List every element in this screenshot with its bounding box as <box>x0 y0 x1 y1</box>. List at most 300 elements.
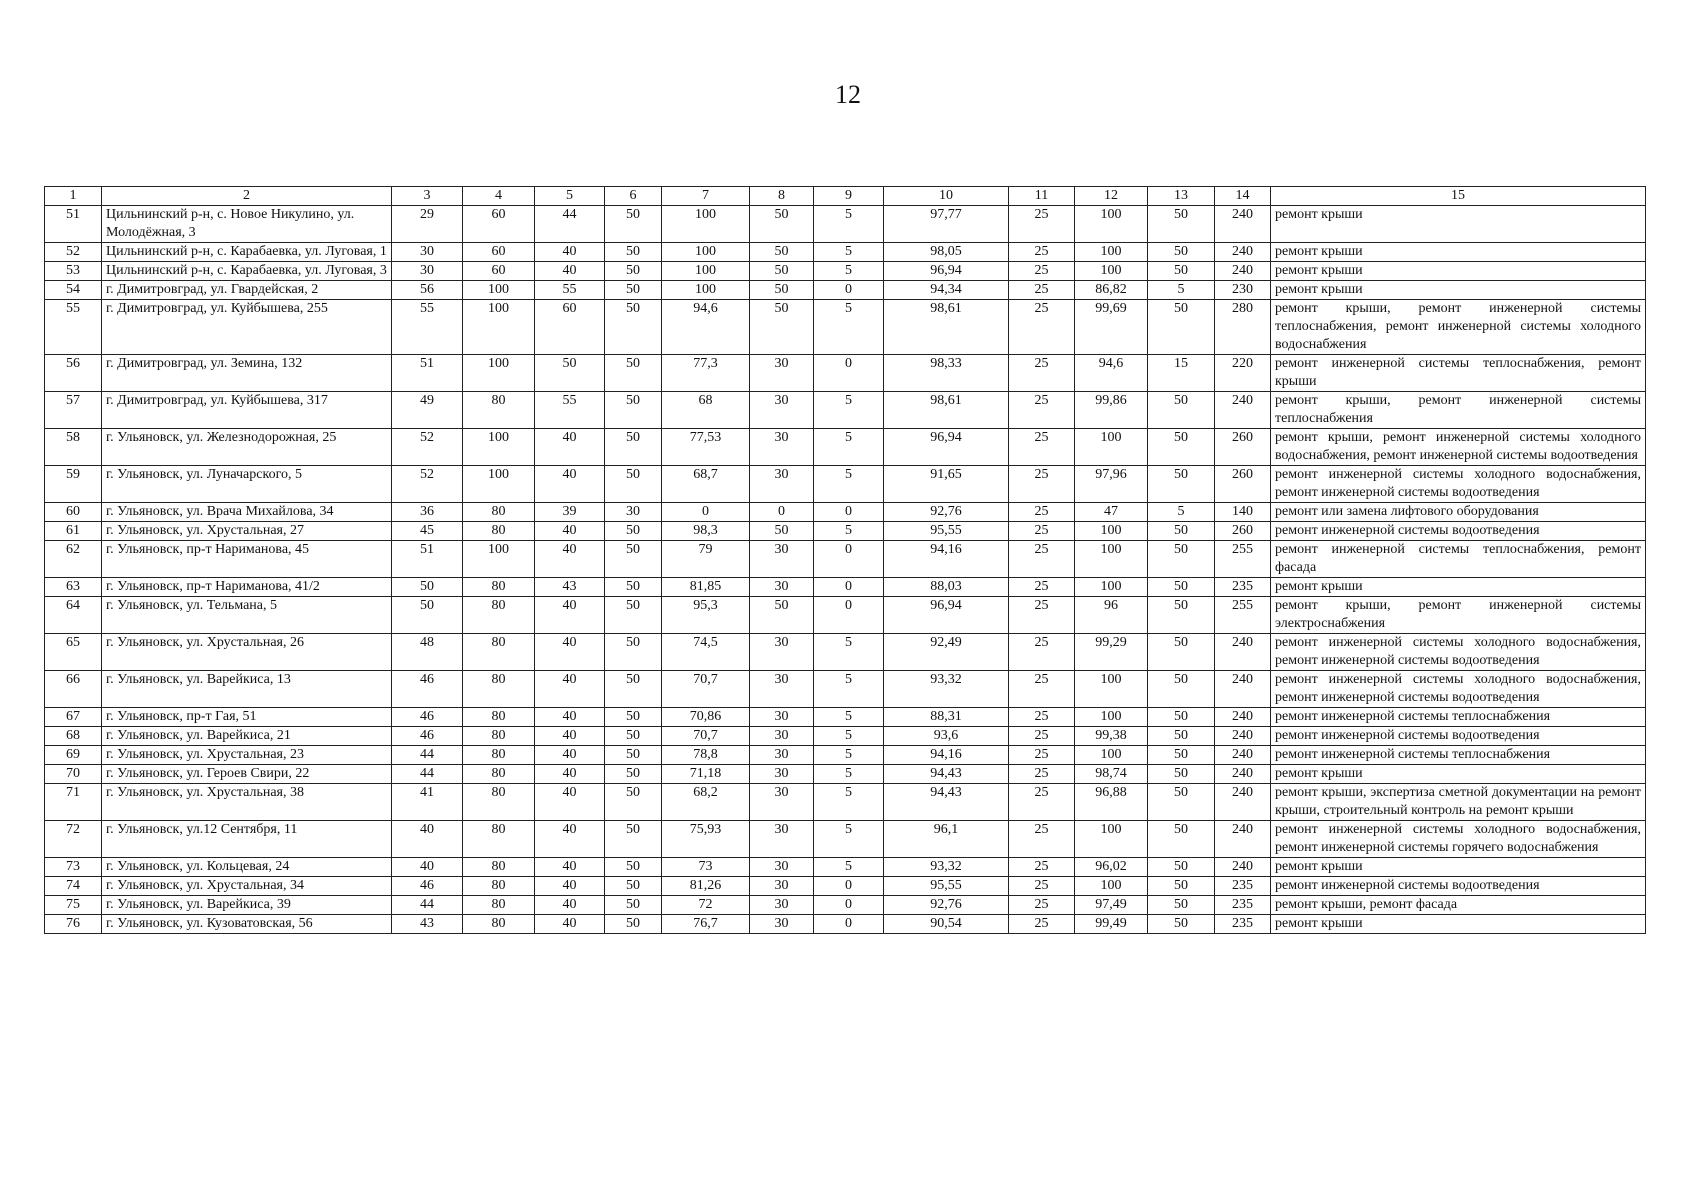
cell-col-8: 50 <box>750 206 814 243</box>
cell-col-9: 5 <box>814 858 884 877</box>
cell-col-7: 78,8 <box>662 746 750 765</box>
cell-col-3: 49 <box>392 392 463 429</box>
cell-col-12: 94,6 <box>1075 355 1148 392</box>
cell-row-number: 67 <box>45 708 102 727</box>
cell-col-7: 68 <box>662 392 750 429</box>
cell-col-8: 30 <box>750 541 814 578</box>
cell-col-10: 92,49 <box>884 634 1009 671</box>
table-row <box>45 541 1646 578</box>
cell-col-5: 40 <box>535 541 605 578</box>
cell-col-7: 76,7 <box>662 915 750 934</box>
cell-work-description: ремонт крыши, ремонт инженерной системы теплоснабжения, ремонт инженерной системы холодного водоснабжения <box>1271 300 1646 355</box>
cell-col-5: 40 <box>535 466 605 503</box>
cell-col-8: 50 <box>750 243 814 262</box>
cell-col-6: 50 <box>605 746 662 765</box>
column-header-11: 11 <box>1009 187 1075 206</box>
cell-col-14: 260 <box>1215 429 1271 466</box>
table-row <box>45 746 1646 765</box>
cell-col-6: 50 <box>605 355 662 392</box>
cell-col-14: 280 <box>1215 300 1271 355</box>
cell-col-9: 5 <box>814 262 884 281</box>
cell-col-9: 0 <box>814 877 884 896</box>
cell-col-11: 25 <box>1009 466 1075 503</box>
cell-col-4: 80 <box>463 727 535 746</box>
cell-col-7: 71,18 <box>662 765 750 784</box>
cell-col-13: 50 <box>1148 300 1215 355</box>
cell-row-number: 65 <box>45 634 102 671</box>
cell-col-6: 50 <box>605 877 662 896</box>
cell-col-8: 30 <box>750 915 814 934</box>
cell-col-14: 220 <box>1215 355 1271 392</box>
cell-col-12: 100 <box>1075 877 1148 896</box>
cell-col-13: 50 <box>1148 821 1215 858</box>
cell-work-description: ремонт инженерной системы теплоснабжения, ремонт фасада <box>1271 541 1646 578</box>
cell-address: г. Димитровград, ул. Гвардейская, 2 <box>102 281 392 300</box>
cell-col-7: 100 <box>662 206 750 243</box>
column-header-8: 8 <box>750 187 814 206</box>
header-row <box>45 187 1646 206</box>
cell-col-5: 40 <box>535 784 605 821</box>
cell-col-7: 70,86 <box>662 708 750 727</box>
cell-work-description: ремонт крыши <box>1271 915 1646 934</box>
cell-col-4: 100 <box>463 281 535 300</box>
cell-work-description: ремонт инженерной системы холодного водоснабжения, ремонт инженерной системы водоотведения <box>1271 466 1646 503</box>
cell-work-description: ремонт крыши, ремонт инженерной системы электроснабжения <box>1271 597 1646 634</box>
cell-address: г. Ульяновск, пр-т Гая, 51 <box>102 708 392 727</box>
cell-col-6: 50 <box>605 429 662 466</box>
cell-col-11: 25 <box>1009 821 1075 858</box>
cell-col-5: 40 <box>535 708 605 727</box>
cell-col-3: 44 <box>392 896 463 915</box>
cell-col-6: 50 <box>605 466 662 503</box>
cell-work-description: ремонт или замена лифтового оборудования <box>1271 503 1646 522</box>
column-header-13: 13 <box>1148 187 1215 206</box>
cell-col-8: 30 <box>750 821 814 858</box>
cell-col-13: 5 <box>1148 281 1215 300</box>
cell-col-3: 44 <box>392 746 463 765</box>
cell-address: г. Ульяновск, ул. Хрустальная, 27 <box>102 522 392 541</box>
cell-col-5: 40 <box>535 746 605 765</box>
cell-col-10: 94,34 <box>884 281 1009 300</box>
cell-col-5: 40 <box>535 671 605 708</box>
cell-col-12: 100 <box>1075 671 1148 708</box>
cell-col-11: 25 <box>1009 727 1075 746</box>
cell-col-6: 50 <box>605 784 662 821</box>
cell-col-10: 96,1 <box>884 821 1009 858</box>
cell-col-12: 86,82 <box>1075 281 1148 300</box>
column-header-10: 10 <box>884 187 1009 206</box>
cell-col-5: 40 <box>535 243 605 262</box>
data-table <box>44 186 1646 934</box>
cell-col-11: 25 <box>1009 671 1075 708</box>
cell-col-11: 25 <box>1009 522 1075 541</box>
cell-col-14: 240 <box>1215 392 1271 429</box>
cell-work-description: ремонт крыши, экспертиза сметной документации на ремонт крыши, строительный контроль на ремонт крыши <box>1271 784 1646 821</box>
cell-col-14: 260 <box>1215 466 1271 503</box>
cell-row-number: 70 <box>45 765 102 784</box>
cell-work-description: ремонт инженерной системы холодного водоснабжения, ремонт инженерной системы водоотведения <box>1271 634 1646 671</box>
cell-col-11: 25 <box>1009 392 1075 429</box>
cell-col-9: 5 <box>814 746 884 765</box>
column-header-9: 9 <box>814 187 884 206</box>
cell-col-7: 73 <box>662 858 750 877</box>
cell-col-11: 25 <box>1009 281 1075 300</box>
cell-col-4: 80 <box>463 578 535 597</box>
cell-col-7: 98,3 <box>662 522 750 541</box>
cell-col-3: 51 <box>392 541 463 578</box>
table-row <box>45 243 1646 262</box>
cell-col-6: 50 <box>605 858 662 877</box>
cell-col-7: 81,26 <box>662 877 750 896</box>
cell-work-description: ремонт крыши, ремонт инженерной системы холодного водоснабжения, ремонт инженерной системы водоотведения <box>1271 429 1646 466</box>
column-header-12: 12 <box>1075 187 1148 206</box>
cell-col-12: 96 <box>1075 597 1148 634</box>
cell-col-5: 40 <box>535 429 605 466</box>
cell-col-14: 240 <box>1215 784 1271 821</box>
cell-row-number: 66 <box>45 671 102 708</box>
cell-col-6: 50 <box>605 727 662 746</box>
cell-col-9: 5 <box>814 392 884 429</box>
cell-work-description: ремонт инженерной системы водоотведения <box>1271 522 1646 541</box>
cell-col-13: 50 <box>1148 915 1215 934</box>
column-header-2: 2 <box>102 187 392 206</box>
cell-row-number: 55 <box>45 300 102 355</box>
cell-col-13: 50 <box>1148 243 1215 262</box>
cell-col-4: 80 <box>463 671 535 708</box>
cell-row-number: 61 <box>45 522 102 541</box>
cell-col-3: 40 <box>392 821 463 858</box>
cell-col-9: 0 <box>814 896 884 915</box>
cell-col-8: 30 <box>750 877 814 896</box>
cell-col-9: 0 <box>814 597 884 634</box>
cell-col-6: 50 <box>605 522 662 541</box>
cell-row-number: 68 <box>45 727 102 746</box>
cell-col-11: 25 <box>1009 858 1075 877</box>
cell-col-11: 25 <box>1009 765 1075 784</box>
cell-work-description: ремонт крыши <box>1271 243 1646 262</box>
cell-col-9: 5 <box>814 727 884 746</box>
cell-col-8: 0 <box>750 503 814 522</box>
cell-address: г. Ульяновск, ул. Героев Свири, 22 <box>102 765 392 784</box>
table-row <box>45 597 1646 634</box>
cell-col-7: 100 <box>662 281 750 300</box>
cell-col-3: 55 <box>392 300 463 355</box>
cell-row-number: 71 <box>45 784 102 821</box>
cell-col-4: 80 <box>463 896 535 915</box>
cell-col-12: 97,49 <box>1075 896 1148 915</box>
cell-col-7: 74,5 <box>662 634 750 671</box>
cell-col-14: 235 <box>1215 877 1271 896</box>
cell-col-10: 90,54 <box>884 915 1009 934</box>
cell-col-4: 80 <box>463 503 535 522</box>
cell-col-11: 25 <box>1009 541 1075 578</box>
cell-col-7: 100 <box>662 262 750 281</box>
cell-col-8: 30 <box>750 634 814 671</box>
cell-col-6: 50 <box>605 634 662 671</box>
cell-col-11: 25 <box>1009 262 1075 281</box>
cell-col-3: 50 <box>392 578 463 597</box>
cell-col-13: 50 <box>1148 429 1215 466</box>
cell-col-3: 52 <box>392 466 463 503</box>
cell-col-13: 50 <box>1148 671 1215 708</box>
cell-col-13: 50 <box>1148 727 1215 746</box>
cell-col-10: 94,43 <box>884 784 1009 821</box>
cell-col-4: 80 <box>463 746 535 765</box>
cell-col-7: 79 <box>662 541 750 578</box>
cell-work-description: ремонт крыши <box>1271 206 1646 243</box>
cell-col-4: 100 <box>463 429 535 466</box>
cell-col-7: 0 <box>662 503 750 522</box>
cell-col-9: 5 <box>814 300 884 355</box>
table-row <box>45 503 1646 522</box>
cell-col-14: 240 <box>1215 765 1271 784</box>
cell-work-description: ремонт инженерной системы холодного водоснабжения, ремонт инженерной системы горячего водоснабжения <box>1271 821 1646 858</box>
cell-col-6: 50 <box>605 392 662 429</box>
cell-col-14: 240 <box>1215 243 1271 262</box>
cell-address: г. Ульяновск, ул. Тельмана, 5 <box>102 597 392 634</box>
cell-col-10: 96,94 <box>884 262 1009 281</box>
cell-col-10: 98,33 <box>884 355 1009 392</box>
cell-col-10: 95,55 <box>884 522 1009 541</box>
cell-col-5: 39 <box>535 503 605 522</box>
cell-col-14: 240 <box>1215 206 1271 243</box>
cell-col-4: 80 <box>463 821 535 858</box>
cell-col-4: 60 <box>463 243 535 262</box>
table-row <box>45 784 1646 821</box>
cell-col-13: 50 <box>1148 708 1215 727</box>
cell-col-11: 25 <box>1009 708 1075 727</box>
cell-col-12: 98,74 <box>1075 765 1148 784</box>
cell-col-13: 50 <box>1148 392 1215 429</box>
cell-col-5: 60 <box>535 300 605 355</box>
cell-address: Цильнинский р-н, с. Карабаевка, ул. Луговая, 3 <box>102 262 392 281</box>
cell-col-11: 25 <box>1009 503 1075 522</box>
cell-col-4: 80 <box>463 858 535 877</box>
cell-col-12: 96,88 <box>1075 784 1148 821</box>
cell-col-11: 25 <box>1009 429 1075 466</box>
cell-col-13: 50 <box>1148 634 1215 671</box>
table-row <box>45 765 1646 784</box>
cell-col-11: 25 <box>1009 243 1075 262</box>
cell-address: г. Димитровград, ул. Куйбышева, 317 <box>102 392 392 429</box>
cell-col-10: 98,61 <box>884 392 1009 429</box>
cell-col-6: 50 <box>605 896 662 915</box>
cell-row-number: 74 <box>45 877 102 896</box>
cell-col-5: 40 <box>535 858 605 877</box>
cell-work-description: ремонт инженерной системы теплоснабжения <box>1271 708 1646 727</box>
cell-col-7: 77,3 <box>662 355 750 392</box>
cell-col-12: 99,86 <box>1075 392 1148 429</box>
cell-col-14: 240 <box>1215 821 1271 858</box>
cell-address: г. Ульяновск, пр-т Нариманова, 45 <box>102 541 392 578</box>
cell-col-12: 100 <box>1075 821 1148 858</box>
cell-col-8: 30 <box>750 708 814 727</box>
cell-col-12: 100 <box>1075 206 1148 243</box>
cell-col-5: 40 <box>535 765 605 784</box>
cell-col-10: 97,77 <box>884 206 1009 243</box>
cell-address: г. Димитровград, ул. Земина, 132 <box>102 355 392 392</box>
cell-col-7: 72 <box>662 896 750 915</box>
cell-col-13: 50 <box>1148 784 1215 821</box>
cell-col-6: 50 <box>605 765 662 784</box>
cell-col-9: 5 <box>814 708 884 727</box>
cell-col-10: 92,76 <box>884 896 1009 915</box>
cell-work-description: ремонт инженерной системы теплоснабжения <box>1271 746 1646 765</box>
cell-address: г. Димитровград, ул. Куйбышева, 255 <box>102 300 392 355</box>
cell-col-9: 5 <box>814 671 884 708</box>
cell-col-6: 50 <box>605 541 662 578</box>
column-header-3: 3 <box>392 187 463 206</box>
cell-row-number: 53 <box>45 262 102 281</box>
cell-col-3: 45 <box>392 522 463 541</box>
cell-col-14: 260 <box>1215 522 1271 541</box>
table-row <box>45 355 1646 392</box>
cell-col-5: 43 <box>535 578 605 597</box>
cell-row-number: 63 <box>45 578 102 597</box>
cell-col-7: 70,7 <box>662 727 750 746</box>
column-header-14: 14 <box>1215 187 1271 206</box>
cell-col-10: 95,55 <box>884 877 1009 896</box>
cell-col-14: 255 <box>1215 597 1271 634</box>
cell-col-8: 30 <box>750 746 814 765</box>
cell-col-10: 96,94 <box>884 429 1009 466</box>
cell-col-6: 50 <box>605 597 662 634</box>
cell-col-5: 40 <box>535 896 605 915</box>
cell-col-6: 50 <box>605 671 662 708</box>
cell-row-number: 54 <box>45 281 102 300</box>
cell-col-9: 0 <box>814 541 884 578</box>
cell-col-12: 100 <box>1075 578 1148 597</box>
cell-col-3: 46 <box>392 708 463 727</box>
cell-col-4: 80 <box>463 392 535 429</box>
cell-col-13: 50 <box>1148 896 1215 915</box>
cell-work-description: ремонт крыши <box>1271 281 1646 300</box>
cell-col-8: 30 <box>750 392 814 429</box>
cell-address: г. Ульяновск, ул. Хрустальная, 38 <box>102 784 392 821</box>
cell-col-9: 5 <box>814 466 884 503</box>
cell-col-13: 50 <box>1148 541 1215 578</box>
table-row <box>45 708 1646 727</box>
cell-col-7: 100 <box>662 243 750 262</box>
cell-col-5: 40 <box>535 821 605 858</box>
cell-col-8: 30 <box>750 671 814 708</box>
cell-address: г. Ульяновск, ул. Врача Михайлова, 34 <box>102 503 392 522</box>
cell-col-5: 40 <box>535 597 605 634</box>
cell-col-7: 81,85 <box>662 578 750 597</box>
column-header-15: 15 <box>1271 187 1646 206</box>
table-row <box>45 877 1646 896</box>
cell-col-12: 100 <box>1075 262 1148 281</box>
cell-col-14: 240 <box>1215 708 1271 727</box>
cell-col-14: 255 <box>1215 541 1271 578</box>
cell-col-11: 25 <box>1009 915 1075 934</box>
cell-col-10: 92,76 <box>884 503 1009 522</box>
cell-address: г. Ульяновск, ул. Варейкиса, 39 <box>102 896 392 915</box>
table-row <box>45 300 1646 355</box>
cell-col-8: 50 <box>750 522 814 541</box>
cell-col-12: 99,29 <box>1075 634 1148 671</box>
cell-col-14: 240 <box>1215 262 1271 281</box>
cell-address: г. Ульяновск, ул. Кольцевая, 24 <box>102 858 392 877</box>
cell-col-10: 88,03 <box>884 578 1009 597</box>
cell-col-9: 0 <box>814 281 884 300</box>
cell-col-8: 30 <box>750 429 814 466</box>
cell-col-10: 98,05 <box>884 243 1009 262</box>
cell-col-8: 30 <box>750 727 814 746</box>
cell-col-12: 96,02 <box>1075 858 1148 877</box>
cell-col-8: 30 <box>750 765 814 784</box>
table-row <box>45 858 1646 877</box>
cell-col-12: 100 <box>1075 708 1148 727</box>
cell-col-13: 50 <box>1148 746 1215 765</box>
cell-col-8: 50 <box>750 262 814 281</box>
cell-address: г. Ульяновск, ул. Железнодорожная, 25 <box>102 429 392 466</box>
cell-work-description: ремонт крыши <box>1271 765 1646 784</box>
cell-col-3: 46 <box>392 671 463 708</box>
cell-col-3: 36 <box>392 503 463 522</box>
cell-col-3: 51 <box>392 355 463 392</box>
cell-col-6: 50 <box>605 915 662 934</box>
table-row <box>45 262 1646 281</box>
table-row <box>45 671 1646 708</box>
cell-col-13: 50 <box>1148 206 1215 243</box>
cell-col-3: 40 <box>392 858 463 877</box>
cell-col-13: 50 <box>1148 765 1215 784</box>
cell-col-8: 50 <box>750 300 814 355</box>
cell-col-11: 25 <box>1009 896 1075 915</box>
cell-col-12: 99,69 <box>1075 300 1148 355</box>
cell-col-4: 100 <box>463 355 535 392</box>
cell-col-11: 25 <box>1009 355 1075 392</box>
cell-col-9: 5 <box>814 821 884 858</box>
cell-col-14: 235 <box>1215 578 1271 597</box>
cell-row-number: 56 <box>45 355 102 392</box>
table-row <box>45 634 1646 671</box>
cell-col-4: 80 <box>463 877 535 896</box>
cell-col-5: 44 <box>535 206 605 243</box>
cell-col-4: 80 <box>463 597 535 634</box>
cell-col-3: 43 <box>392 915 463 934</box>
table-row <box>45 915 1646 934</box>
cell-address: г. Ульяновск, ул.12 Сентября, 11 <box>102 821 392 858</box>
cell-col-6: 50 <box>605 206 662 243</box>
cell-col-5: 55 <box>535 392 605 429</box>
cell-col-8: 30 <box>750 784 814 821</box>
cell-col-9: 5 <box>814 634 884 671</box>
cell-col-13: 50 <box>1148 466 1215 503</box>
cell-address: Цильнинский р-н, с. Новое Никулино, ул. Молодёжная, 3 <box>102 206 392 243</box>
cell-col-3: 44 <box>392 765 463 784</box>
cell-work-description: ремонт инженерной системы теплоснабжения, ремонт крыши <box>1271 355 1646 392</box>
cell-col-5: 50 <box>535 355 605 392</box>
cell-col-14: 240 <box>1215 858 1271 877</box>
cell-col-8: 30 <box>750 466 814 503</box>
cell-col-7: 77,53 <box>662 429 750 466</box>
cell-row-number: 69 <box>45 746 102 765</box>
cell-address: г. Ульяновск, ул. Варейкиса, 13 <box>102 671 392 708</box>
cell-col-7: 68,7 <box>662 466 750 503</box>
cell-col-12: 100 <box>1075 746 1148 765</box>
cell-col-9: 5 <box>814 206 884 243</box>
cell-col-11: 25 <box>1009 578 1075 597</box>
cell-col-3: 30 <box>392 262 463 281</box>
cell-col-3: 41 <box>392 784 463 821</box>
table-row <box>45 522 1646 541</box>
cell-work-description: ремонт крыши <box>1271 262 1646 281</box>
cell-col-4: 60 <box>463 262 535 281</box>
cell-row-number: 62 <box>45 541 102 578</box>
cell-col-13: 5 <box>1148 503 1215 522</box>
